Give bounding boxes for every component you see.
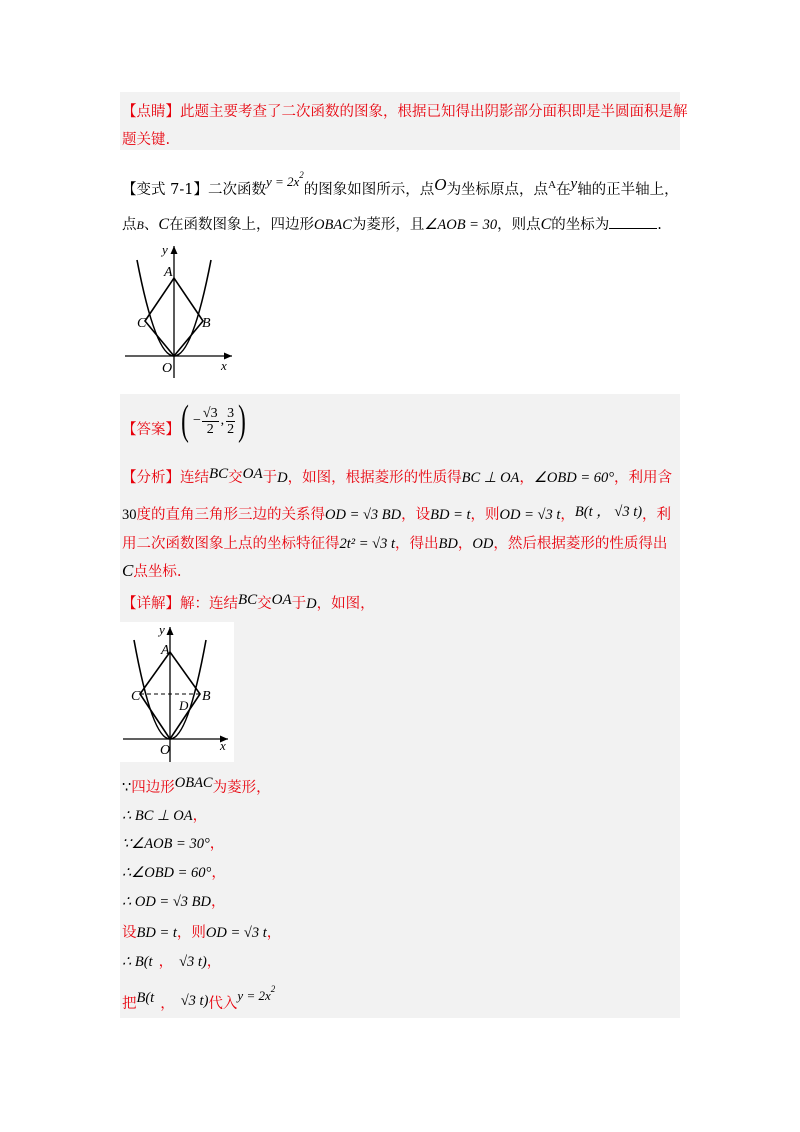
quadrilateral-label: OBAC [174, 775, 213, 791]
problem-text: 在 [556, 182, 571, 198]
step-text: ， [209, 836, 225, 852]
analysis-line-3 [122, 532, 667, 553]
segment-bc: BC [209, 466, 229, 482]
detail-text: 于 [291, 596, 307, 612]
problem-text: 的坐标为 [551, 217, 610, 233]
step-2 [122, 804, 207, 825]
o-label: O [162, 361, 173, 376]
step-text: 为菱形， [212, 780, 271, 796]
d-label: D [179, 698, 189, 713]
analysis-text: ，如图，根据菱形的性质得 [287, 470, 462, 486]
analysis-text: 交 [228, 470, 243, 486]
function-exponent: 2 [299, 170, 304, 180]
step-4 [122, 861, 226, 882]
analysis-text: 点坐标. [133, 564, 182, 580]
x-label: x [220, 738, 226, 753]
b-label: B [202, 689, 211, 704]
step-text: ， [206, 954, 222, 970]
point-b-coordinates: B(t ， √3 t) [574, 504, 643, 520]
segment-oa: OA [271, 592, 292, 608]
analysis-text: ，利 [642, 507, 672, 523]
step-text: 设 [122, 925, 137, 941]
perpendicular-relation: BC ⊥ OA [461, 470, 520, 486]
answer-fraction-2 [226, 406, 235, 437]
left-paren-icon: ( [181, 398, 189, 444]
relation-od-t: OD = √3 t [499, 507, 561, 523]
y-axis-arrow-icon [167, 627, 174, 635]
segment-od: OD [472, 536, 494, 552]
analysis-text: 度的直角三角形三边的关系得 [136, 507, 325, 523]
detail-text: 解：连结 [180, 596, 238, 612]
relation-bd-t: BD = t [430, 507, 471, 523]
segment-bd: BD [438, 536, 458, 552]
analysis-text: ，然后根据菱形的性质得出 [493, 536, 668, 552]
comment-line-1 [122, 100, 688, 121]
analysis-line-4 [122, 560, 181, 581]
answer-value [178, 400, 249, 442]
number-30: 30 [122, 507, 137, 523]
comment-tag: 【点睛】 [122, 104, 180, 120]
fraction-2-numerator: 3 [227, 405, 235, 421]
c-label: C [137, 316, 147, 331]
problem-text: 点 [122, 217, 137, 233]
comment-text-1: 此题主要考查了二次函数的图象，根据已知得出阴影部分面积即是半圆面积是解 [180, 104, 688, 120]
function-formula [265, 170, 304, 189]
step-text: ， [158, 954, 174, 970]
step-text: 四边形 [131, 780, 175, 796]
quadrilateral-label: OBAC [314, 217, 352, 233]
step-text: ， [192, 808, 208, 824]
problem-text: ，则点 [497, 217, 541, 233]
point-d-label: D [306, 596, 317, 612]
answer-tag: 【答案】 [122, 422, 180, 438]
point-c-label: C [540, 216, 552, 233]
step-7 [122, 950, 221, 971]
step-3 [122, 832, 224, 853]
b-label: B [202, 316, 211, 331]
problem-tag: 【变式 7-1】 [122, 182, 208, 198]
step-math: √3 t) [179, 954, 207, 970]
x-label: x [221, 358, 227, 373]
answer-comma: , [220, 413, 225, 428]
point-o-label: O [434, 175, 447, 194]
function-exponent: 2 [270, 984, 276, 994]
step-math: B(t [136, 990, 155, 1006]
c-label: C [131, 689, 141, 704]
analysis-text: ， [560, 507, 575, 523]
parabola-figure-2 [120, 622, 234, 762]
problem-text: 在函数图象上，四边形 [169, 217, 315, 233]
problem-text: 为坐标原点，点 [446, 182, 549, 198]
o-label: O [160, 743, 171, 758]
analysis-text: 于 [262, 470, 278, 486]
analysis-line-2 [122, 500, 671, 524]
analysis-text: 连结 [180, 470, 209, 486]
analysis-tag: 【分析】 [122, 470, 180, 486]
a-label: A [161, 643, 170, 658]
segment-oa: OA [242, 466, 263, 482]
relation-od-bd: OD = √3 BD [325, 507, 402, 523]
step-text: ， [211, 865, 226, 881]
step-math: ∴ B(t [122, 954, 153, 970]
angle-condition: ∠AOB = 30 [424, 217, 498, 233]
problem-line-1 [122, 170, 679, 199]
y-axis-arrow-icon [171, 246, 178, 254]
function-formula [237, 984, 276, 1003]
step-math: BD = t [136, 925, 177, 941]
step-text: ， [266, 925, 282, 941]
point-a-label: A [548, 179, 557, 191]
because-symbol: ∵ [122, 780, 132, 796]
step-8 [122, 984, 275, 1013]
step-math: ∴∠OBD = 60° [122, 865, 212, 881]
step-math: OD = √3 t [205, 925, 267, 941]
fraction-1-denominator: 2 [206, 421, 214, 437]
answer-minus: − [193, 413, 201, 428]
step-text: ，则 [176, 925, 206, 941]
point-c-label: C [122, 561, 134, 580]
problem-text: 的图象如图所示，点 [303, 182, 435, 198]
segment-bc: BC [238, 592, 258, 608]
step-math: √3 t) [180, 993, 209, 1009]
detail-text: ，如图， [316, 596, 375, 612]
detail-tag: 【详解】 [122, 596, 180, 612]
y-label: y [159, 622, 165, 637]
detail-text: 交 [257, 596, 272, 612]
y-axis-label: y [570, 176, 578, 192]
step-text: ， [211, 894, 226, 910]
a-label: A [164, 265, 173, 280]
y-label: y [162, 242, 168, 257]
detail-line-1 [122, 592, 375, 613]
comment-text-2: 题关键. [122, 132, 171, 148]
step-text: 把 [122, 996, 137, 1012]
point-b-label: B [136, 218, 144, 232]
step-text: ， [160, 996, 175, 1012]
problem-text: 轴的正半轴上， [577, 182, 679, 198]
step-1 [122, 775, 271, 797]
equation-2t2: 2t² = √3 t [339, 536, 396, 552]
analysis-text: ，设 [401, 507, 431, 523]
analysis-line-1 [122, 466, 672, 487]
problem-text: 二次函数 [207, 182, 266, 198]
analysis-text: ， [519, 470, 534, 486]
analysis-text: ，利用含 [614, 470, 673, 486]
function-base: y = 2x [265, 174, 300, 189]
step-math: ∴ OD = √3 BD [122, 894, 211, 910]
problem-text: . [657, 217, 662, 233]
comment-line-2 [122, 128, 170, 149]
point-c-label: C [158, 216, 170, 233]
step-text: 代入 [208, 996, 238, 1012]
analysis-text: ， [457, 536, 473, 552]
problem-line-2 [122, 213, 662, 234]
analysis-text: ，得出 [395, 536, 439, 552]
answer-fraction-1 [202, 406, 219, 437]
parabola-figure-1 [120, 238, 236, 378]
angle-obd: ∠OBD = 60° [533, 470, 615, 486]
step-6 [122, 921, 281, 942]
fraction-2-denominator: 2 [227, 421, 235, 437]
right-paren-icon: ) [238, 398, 246, 444]
step-math: ∴ BC ⊥ OA [122, 808, 193, 824]
point-d-label: D [277, 470, 288, 486]
analysis-text: ，则 [470, 507, 500, 523]
fraction-1-numerator: √3 [202, 405, 218, 421]
answer-blank [609, 216, 657, 229]
step-math: ∵∠AOB = 30° [122, 836, 210, 852]
analysis-text: 用二次函数图象上点的坐标特征得 [122, 536, 340, 552]
problem-text: 、 [143, 217, 159, 233]
problem-text: 为菱形，且 [351, 217, 425, 233]
step-5 [122, 890, 226, 911]
function-base: y = 2x [237, 988, 271, 1003]
